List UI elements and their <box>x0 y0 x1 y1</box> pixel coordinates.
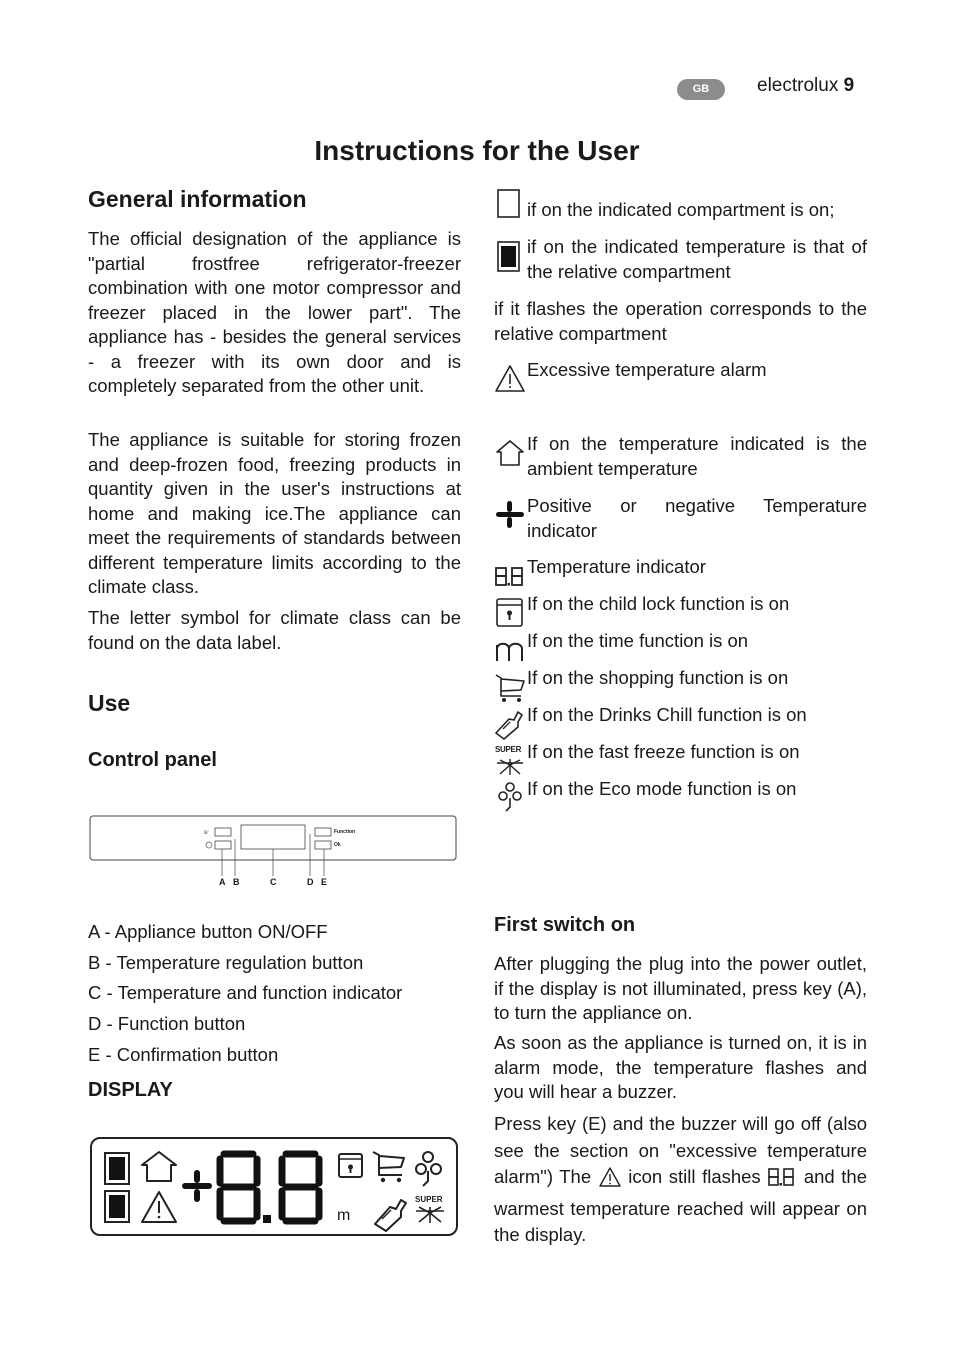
panel-letter-c: C <box>270 877 277 887</box>
eco-text: If on the Eco mode function is on <box>527 778 797 799</box>
temperature-compartment-text: if on the indicated temperature is that of the relative compartment <box>527 236 867 282</box>
temperature-indicator-text: Temperature indicator <box>527 556 706 577</box>
panel-letter-b: B <box>233 877 240 887</box>
indicator-c-outline <box>241 825 305 849</box>
first-switch-paragraph-1: After plugging the plug into the power outlet, if the display is not illuminated, press key (A), to turn the appliance on. <box>494 953 867 1023</box>
drinks-chill-text: If on the Drinks Chill function is on <box>527 704 807 725</box>
button-e-outline <box>315 841 331 849</box>
alarm-text: Excessive temperature alarm <box>527 359 767 380</box>
plus-minus-icon <box>494 499 526 531</box>
digits-icon <box>494 565 526 589</box>
first-switch-on-heading: First switch on <box>494 914 636 936</box>
super-freeze-icon <box>494 745 526 777</box>
compartment-filled-icon <box>494 240 526 274</box>
general-paragraph-1: The official designation of the appliance is "partial frostfree refrigerator-freezer combination with one motor compressor and freezer placed in the lower part". The appliance has - besides the general services - a freezer with its own door and is completely separated from the other unit. <box>88 228 461 396</box>
legend-item-a: A - Appliance button ON/OFF <box>88 921 328 942</box>
time-m-icon <box>494 637 526 663</box>
button-b-outline <box>215 841 231 849</box>
bottle-icon <box>494 706 526 740</box>
running-header <box>757 75 854 97</box>
time-text: If on the time function is on <box>527 630 749 651</box>
legend-item-e: E - Confirmation button <box>88 1044 279 1065</box>
page-title: Instructions for the User <box>314 135 640 166</box>
first-switch-paragraph-3 <box>494 1111 867 1249</box>
panel-letter-d: D <box>307 877 314 887</box>
legend-item-b: B - Temperature regulation button <box>88 952 364 973</box>
control-panel-heading: Control panel <box>88 749 217 771</box>
general-information-heading: General information <box>88 186 307 212</box>
first-switch-paragraph-2: As soon as the appliance is turned on, it is in alarm mode, the temperature flashes and you will hear a buzzer. <box>494 1032 867 1102</box>
super-icon-label: SUPER <box>495 745 522 754</box>
compartment-icon <box>494 188 526 220</box>
digits-inline-icon <box>767 1166 797 1196</box>
house-icon <box>494 438 526 470</box>
button-d-outline <box>315 828 331 836</box>
brand-name: electrolux <box>757 75 839 96</box>
panel-letter-a: A <box>219 877 226 887</box>
language-badge: GB <box>677 79 725 100</box>
display-heading: DISPLAY <box>88 1079 173 1101</box>
display-diagram <box>90 1137 458 1237</box>
shopping-text: If on the shopping function is on <box>527 667 789 688</box>
legend-item-d: D - Function button <box>88 1013 246 1034</box>
compartment-on-text: if on the indicated compartment is on; <box>527 199 835 220</box>
general-paragraph-2: The appliance is suitable for storing frozen and deep-frozen food, freezing products in quantity given in the user's instructions at home and making ice.The appliance can meet the requirements of standards between different temperature limits according to the climate class. <box>88 429 461 597</box>
eco-icon <box>494 781 526 813</box>
paragraph-3-part-1: Press key (E) and the buzzer will go off (also see the section on "excessive temperature alarm") The <box>494 1113 867 1187</box>
display-super-label: SUPER <box>415 1195 443 1204</box>
paragraph-3-part-3: and the warmest temperature reached will appear on the display. <box>494 1166 868 1245</box>
ambient-text: If on the temperature indicated is the ambient temperature <box>527 433 867 479</box>
child-lock-text: If on the child lock function is on <box>527 593 790 614</box>
flash-note-text: if it flashes the operation corresponds to the relative compartment <box>494 298 867 344</box>
svg-text:ℹ/∕: ℹ/∕ <box>204 830 209 836</box>
panel-ok-label: Ok <box>334 842 341 848</box>
lock-icon <box>494 597 526 629</box>
fast-freeze-text: If on the fast freeze function is on <box>527 741 800 762</box>
page-number: 9 <box>843 75 855 96</box>
shopping-cart-icon <box>494 673 526 703</box>
button-a-outline <box>215 828 231 836</box>
alarm-triangle-inline-icon <box>598 1166 622 1196</box>
paragraph-3-part-2: icon still flashes <box>628 1166 761 1187</box>
panel-letter-e: E <box>321 877 328 887</box>
panel-function-label: Function <box>334 829 356 835</box>
legend-item-c: C - Temperature and function indicator <box>88 982 403 1003</box>
alarm-triangle-icon <box>494 363 526 395</box>
control-panel-diagram <box>88 814 460 894</box>
display-m-label: m <box>337 1207 351 1224</box>
sign-indicator-text: Positive or negative Temperature indicator <box>527 495 867 541</box>
general-paragraph-3: The letter symbol for climate class can be found on the data label. <box>88 607 461 653</box>
use-heading: Use <box>88 690 131 716</box>
